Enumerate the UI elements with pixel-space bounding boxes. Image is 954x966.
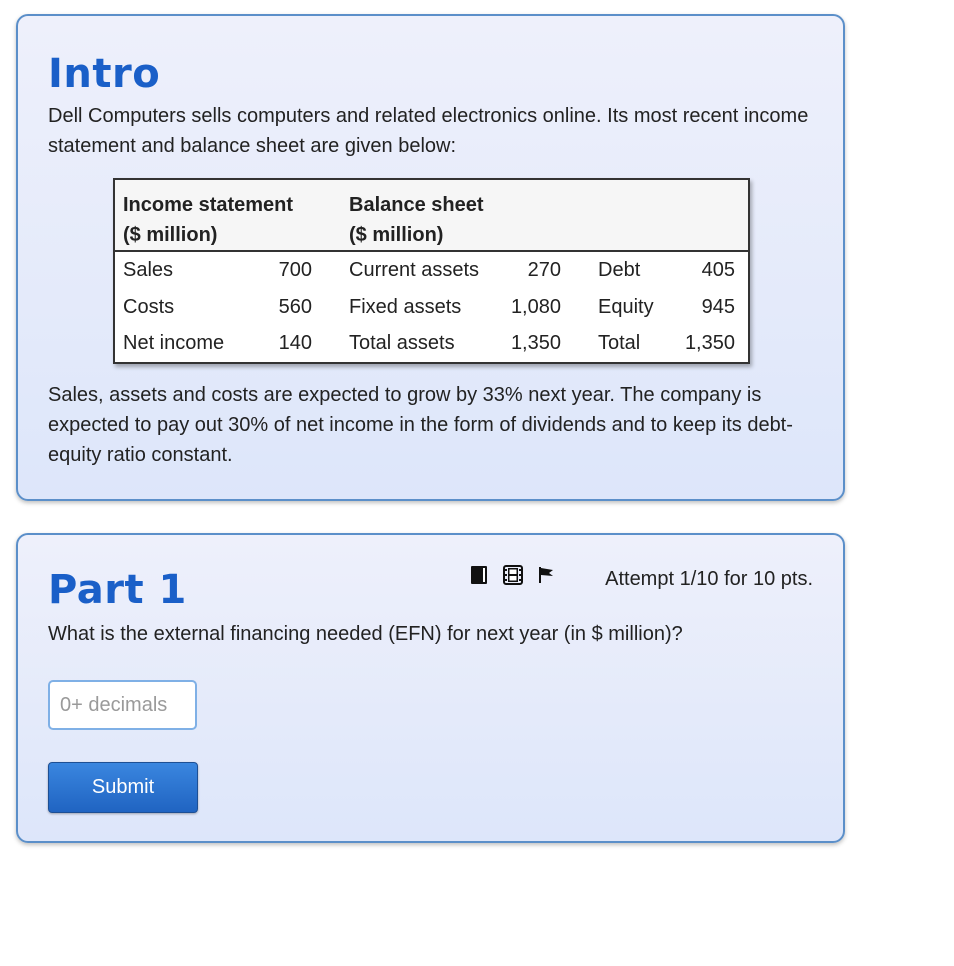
submit-button[interactable]: Submit <box>48 762 198 813</box>
book-icon[interactable] <box>470 565 488 590</box>
income-label: Costs <box>123 295 175 318</box>
flag-icon[interactable] <box>538 566 554 589</box>
asset-value: 1,080 <box>510 295 561 318</box>
income-value: 560 <box>278 295 312 318</box>
liability-value: 1,350 <box>684 332 735 354</box>
table-row <box>115 252 748 289</box>
income-value: 140 <box>278 332 312 354</box>
asset-value: 1,350 <box>510 332 561 354</box>
table-row <box>115 325 748 362</box>
liability-value: 945 <box>701 295 735 318</box>
income-statement-header <box>123 190 293 250</box>
balance-header-line2: ($ million) <box>349 224 444 246</box>
answer-input[interactable] <box>48 680 197 730</box>
table-row <box>115 289 748 326</box>
attempt-counter: Attempt 1/10 for 10 pts. <box>605 568 813 590</box>
financial-table-header <box>115 180 748 252</box>
intro-paragraph-1: Dell Computers sells computers and related electronics online. Its most recent income statement and balance sheet are given below: <box>48 105 809 157</box>
income-header-line2: ($ million) <box>123 224 218 246</box>
part1-title: Part 1 <box>48 567 187 613</box>
part1-question: What is the external financing needed (EFN) for next year (in $ million)? <box>48 623 683 645</box>
income-label: Net income <box>123 332 225 354</box>
liability-label: Equity <box>598 295 654 318</box>
liability-value: 405 <box>701 259 735 281</box>
asset-label: Current assets <box>349 259 480 281</box>
intro-card <box>16 14 845 501</box>
asset-label: Fixed assets <box>349 295 462 318</box>
asset-label: Total assets <box>349 332 455 354</box>
liability-label: Total <box>598 332 641 354</box>
part1-card <box>16 533 845 843</box>
balance-sheet-header <box>349 190 484 250</box>
intro-title: Intro <box>48 51 161 97</box>
income-label: Sales <box>123 259 174 281</box>
income-header-line1: Income statement <box>123 194 294 216</box>
balance-header-line1: Balance sheet <box>349 194 484 216</box>
film-icon[interactable] <box>503 565 523 590</box>
intro-paragraph-2: Sales, assets and costs are expected to grow by 33% next year. The company is expected to pay out 30% of net income in the form of dividends and to keep its debt-equity ratio constant. <box>48 384 793 466</box>
asset-value: 270 <box>527 259 561 281</box>
liability-label: Debt <box>598 259 641 281</box>
income-value: 700 <box>278 259 312 281</box>
part1-toolbar <box>470 565 569 589</box>
financial-table <box>113 178 750 364</box>
